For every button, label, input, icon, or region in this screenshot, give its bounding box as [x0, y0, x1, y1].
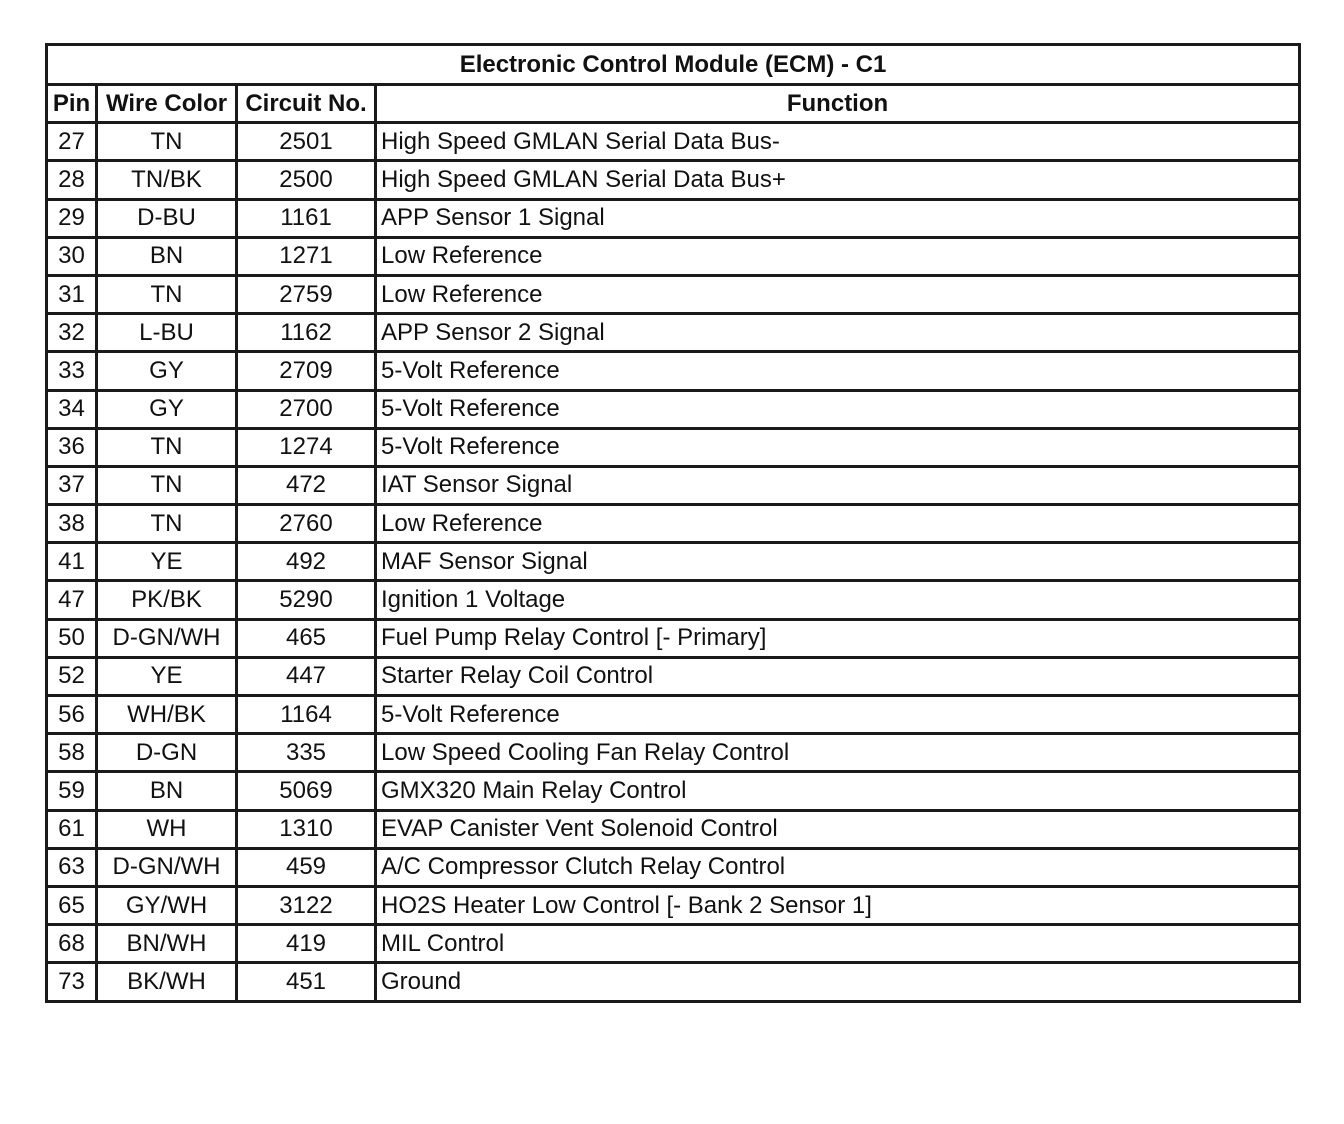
wire-color-cell: D-GN	[97, 734, 237, 772]
table-row	[47, 810, 1300, 848]
pin-cell: 28	[47, 161, 97, 199]
wire-color-cell: TN/BK	[97, 161, 237, 199]
circuit-no-cell: 3122	[237, 886, 376, 924]
pin-cell: 58	[47, 734, 97, 772]
table-row	[47, 237, 1300, 275]
wire-color-cell: BN/WH	[97, 925, 237, 963]
wire-color-cell: PK/BK	[97, 581, 237, 619]
wire-color-cell: TN	[97, 123, 237, 161]
function-cell: MIL Control	[376, 925, 1300, 963]
pin-cell: 68	[47, 925, 97, 963]
wire-color-cell: YE	[97, 657, 237, 695]
pin-cell: 27	[47, 123, 97, 161]
circuit-no-cell: 492	[237, 543, 376, 581]
wire-color-cell: YE	[97, 543, 237, 581]
table-row	[47, 543, 1300, 581]
pin-cell: 32	[47, 314, 97, 352]
table-row	[47, 314, 1300, 352]
header-wire-color: Wire Color	[97, 85, 237, 123]
wire-color-cell: D-BU	[97, 199, 237, 237]
function-cell: Starter Relay Coil Control	[376, 657, 1300, 695]
table-row	[47, 696, 1300, 734]
pin-cell: 47	[47, 581, 97, 619]
wire-color-cell: TN	[97, 466, 237, 504]
table-row	[47, 734, 1300, 772]
wire-color-cell: WH	[97, 810, 237, 848]
pin-cell: 52	[47, 657, 97, 695]
circuit-no-cell: 5069	[237, 772, 376, 810]
table-body	[47, 123, 1300, 1001]
pin-cell: 63	[47, 848, 97, 886]
function-cell: 5-Volt Reference	[376, 352, 1300, 390]
pin-cell: 56	[47, 696, 97, 734]
pin-cell: 30	[47, 237, 97, 275]
circuit-no-cell: 1161	[237, 199, 376, 237]
circuit-no-cell: 2760	[237, 505, 376, 543]
function-cell: Low Reference	[376, 505, 1300, 543]
circuit-no-cell: 335	[237, 734, 376, 772]
pin-cell: 29	[47, 199, 97, 237]
table-row	[47, 848, 1300, 886]
table-row	[47, 505, 1300, 543]
function-cell: Ignition 1 Voltage	[376, 581, 1300, 619]
wire-color-cell: GY	[97, 390, 237, 428]
wire-color-cell: D-GN/WH	[97, 619, 237, 657]
function-cell: GMX320 Main Relay Control	[376, 772, 1300, 810]
function-cell: 5-Volt Reference	[376, 428, 1300, 466]
wire-color-cell: BN	[97, 237, 237, 275]
circuit-no-cell: 459	[237, 848, 376, 886]
table-row	[47, 581, 1300, 619]
function-cell: High Speed GMLAN Serial Data Bus-	[376, 123, 1300, 161]
pin-cell: 34	[47, 390, 97, 428]
pin-cell: 73	[47, 963, 97, 1001]
wire-color-cell: TN	[97, 275, 237, 313]
table-row	[47, 161, 1300, 199]
function-cell: HO2S Heater Low Control [- Bank 2 Sensor 1]	[376, 886, 1300, 924]
table-row	[47, 772, 1300, 810]
function-cell: Ground	[376, 963, 1300, 1001]
wire-color-cell: TN	[97, 505, 237, 543]
circuit-no-cell: 1162	[237, 314, 376, 352]
wire-color-cell: BK/WH	[97, 963, 237, 1001]
circuit-no-cell: 465	[237, 619, 376, 657]
wire-color-cell: D-GN/WH	[97, 848, 237, 886]
pin-cell: 36	[47, 428, 97, 466]
circuit-no-cell: 419	[237, 925, 376, 963]
function-cell: Fuel Pump Relay Control [- Primary]	[376, 619, 1300, 657]
table-row	[47, 619, 1300, 657]
pin-cell: 61	[47, 810, 97, 848]
function-cell: Low Speed Cooling Fan Relay Control	[376, 734, 1300, 772]
table-row	[47, 275, 1300, 313]
pin-cell: 41	[47, 543, 97, 581]
function-cell: High Speed GMLAN Serial Data Bus+	[376, 161, 1300, 199]
header-circuit-no: Circuit No.	[237, 85, 376, 123]
function-cell: Low Reference	[376, 275, 1300, 313]
pin-cell: 38	[47, 505, 97, 543]
header-function: Function	[376, 85, 1300, 123]
table-row	[47, 466, 1300, 504]
table-row	[47, 390, 1300, 428]
table-row	[47, 199, 1300, 237]
table-row	[47, 428, 1300, 466]
circuit-no-cell: 2501	[237, 123, 376, 161]
pin-cell: 50	[47, 619, 97, 657]
circuit-no-cell: 1274	[237, 428, 376, 466]
circuit-no-cell: 451	[237, 963, 376, 1001]
circuit-no-cell: 1271	[237, 237, 376, 275]
pin-cell: 65	[47, 886, 97, 924]
wire-color-cell: BN	[97, 772, 237, 810]
function-cell: Low Reference	[376, 237, 1300, 275]
circuit-no-cell: 447	[237, 657, 376, 695]
circuit-no-cell: 2709	[237, 352, 376, 390]
header-pin: Pin	[47, 85, 97, 123]
function-cell: MAF Sensor Signal	[376, 543, 1300, 581]
wire-color-cell: TN	[97, 428, 237, 466]
table-title: Electronic Control Module (ECM) - C1	[47, 45, 1300, 85]
wire-color-cell: GY/WH	[97, 886, 237, 924]
function-cell: 5-Volt Reference	[376, 390, 1300, 428]
circuit-no-cell: 472	[237, 466, 376, 504]
header-row	[47, 85, 1300, 123]
function-cell: 5-Volt Reference	[376, 696, 1300, 734]
table-row	[47, 123, 1300, 161]
title-row	[47, 45, 1300, 85]
function-cell: A/C Compressor Clutch Relay Control	[376, 848, 1300, 886]
circuit-no-cell: 1164	[237, 696, 376, 734]
table-row	[47, 352, 1300, 390]
circuit-no-cell: 2700	[237, 390, 376, 428]
table-row	[47, 657, 1300, 695]
function-cell: EVAP Canister Vent Solenoid Control	[376, 810, 1300, 848]
wire-color-cell: GY	[97, 352, 237, 390]
table-row	[47, 886, 1300, 924]
circuit-no-cell: 5290	[237, 581, 376, 619]
ecm-connector-table	[45, 43, 1301, 1003]
function-cell: IAT Sensor Signal	[376, 466, 1300, 504]
pin-cell: 31	[47, 275, 97, 313]
wire-color-cell: L-BU	[97, 314, 237, 352]
pin-cell: 59	[47, 772, 97, 810]
pin-cell: 37	[47, 466, 97, 504]
table-row	[47, 925, 1300, 963]
function-cell: APP Sensor 1 Signal	[376, 199, 1300, 237]
pin-cell: 33	[47, 352, 97, 390]
table-row	[47, 963, 1300, 1001]
wire-color-cell: WH/BK	[97, 696, 237, 734]
function-cell: APP Sensor 2 Signal	[376, 314, 1300, 352]
circuit-no-cell: 2759	[237, 275, 376, 313]
circuit-no-cell: 1310	[237, 810, 376, 848]
circuit-no-cell: 2500	[237, 161, 376, 199]
